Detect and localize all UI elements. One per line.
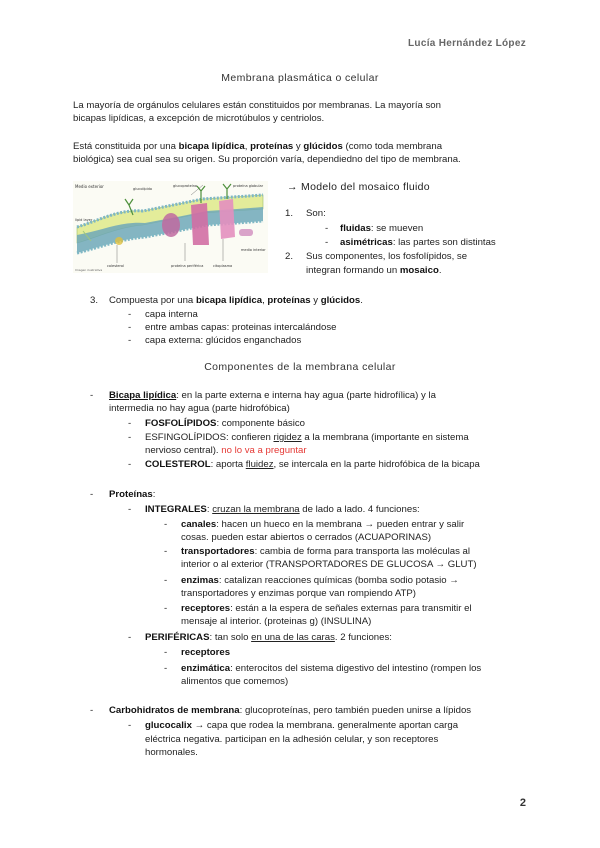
list-item: canales: hacen un hueco en la membrana → pueden entrar y salir <box>181 519 465 530</box>
list-bullet: - <box>128 322 132 333</box>
list-bullet: - <box>128 720 132 731</box>
figure-label: glucolípido <box>133 187 152 191</box>
list-bullet: - <box>128 459 132 470</box>
list-item: INTEGRALES: cruzan la membrana de lado a lado. 4 funciones: <box>145 504 420 515</box>
text-line: transportadores y enzimas porque van rompiendo ATP) <box>181 588 416 599</box>
text-line: interior o al exterior (TRANSPORTADORES DE GLUCOSA → GLUT) <box>181 559 477 570</box>
list-item: Proteínas: <box>109 489 156 500</box>
intro-paragraph-2 <box>73 140 533 166</box>
list-item: integran formando un mosaico. <box>306 265 442 276</box>
author-name: Lucía Hernández López <box>408 38 526 49</box>
figure-label: medio interior <box>241 248 266 252</box>
list-bullet: - <box>128 335 132 346</box>
membrane-illustration <box>73 181 268 273</box>
list-number: 1. <box>285 208 294 219</box>
list-item: entre ambas capas: proteinas intercalándose <box>145 322 337 333</box>
figure-label: citoplasma <box>213 264 233 268</box>
text-line: alimentos que comemos) <box>181 676 289 687</box>
text-line: Está constituida por una bicapa lipídica, proteínas y glúcidos (como toda membrana <box>73 141 443 152</box>
list-item: enzimas: catalizan reacciones químicas (bomba sodio potasio → <box>181 575 459 586</box>
list-item: glucocalix → capa que rodea la membrana. generalmente aportan carga <box>145 720 459 731</box>
text-line: bicapas lipídicas, a excepción de microtúbulos y centriolos. <box>73 113 325 124</box>
list-item: Son: <box>306 208 326 219</box>
list-item: Bicapa lipídica: en la parte externa e interna hay agua (parte hidrofílica) y la <box>109 390 436 401</box>
list-item: capa externa: glúcidos enganchados <box>145 335 302 346</box>
list-item: fluidas: se mueven <box>340 223 424 234</box>
list-item: receptores <box>181 647 231 658</box>
list-number: 3. <box>90 295 99 306</box>
mosaic-model-heading: → Modelo del mosaico fluido <box>287 181 430 193</box>
list-bullet: - <box>164 519 168 530</box>
list-item: PERIFÉRICAS: tan solo en una de las caras. 2 funciones: <box>145 632 392 643</box>
text-line: La mayoría de orgánulos celulares están constituidos por membranas. La mayoría son <box>73 100 441 111</box>
intro-paragraph-1 <box>73 99 533 125</box>
list-item: enzimática: enterocitos del sistema digestivo del intestino (rompen los <box>181 663 482 674</box>
membrane-figure <box>73 181 268 273</box>
figure-caption: Imagen ilustrativa <box>75 268 103 272</box>
text-line: nervioso central). no lo va a preguntar <box>145 445 307 456</box>
page-title: Membrana plasmática o celular <box>221 72 379 84</box>
list-item: Carbohidratos de membrana: glucoproteínas, pero también pueden unirse a lípidos <box>109 705 472 716</box>
list-item: FOSFOLÍPIDOS: componente básico <box>145 418 305 429</box>
list-bullet: - <box>90 705 94 716</box>
list-number: 2. <box>285 251 294 262</box>
list-bullet: - <box>128 418 132 429</box>
list-bullet: - <box>90 489 94 500</box>
section-heading: Componentes de la membrana celular <box>204 361 396 373</box>
list-bullet: - <box>128 504 132 515</box>
text-line: cosas. pueden estar abiertos o cerrados (ACUAPORINAS) <box>181 532 432 543</box>
figure-label: proteína globular <box>233 184 264 188</box>
list-bullet: - <box>128 309 132 320</box>
text-line: intermedia no hay agua (parte hidrofóbica) <box>109 403 290 414</box>
figure-label: lipid layer <box>75 218 93 222</box>
list-item: capa interna <box>145 309 198 320</box>
text-line: biológica) sea cual sea su origen. Su proporción varía, dependiedno del tipo de membrana. <box>73 154 461 165</box>
text-line: mensaje al interior. (proteinas g) (INSULINA) <box>181 616 372 627</box>
list-bullet: - <box>164 575 168 586</box>
list-bullet: - <box>164 546 168 557</box>
list-bullet: - <box>128 432 132 443</box>
list-item: COLESTEROL: aporta fluidez, se intercala en la parte hidrofóbica de la bicapa <box>145 459 480 470</box>
list-item: ESFINGOLÍPIDOS: confieren rigidez a la membrana (importante en sistema <box>145 432 469 443</box>
list-item: receptores: están a la espera de señales externas para transmitir el <box>181 603 472 614</box>
page-number: 2 <box>519 797 526 809</box>
list-bullet: - <box>90 390 94 401</box>
figure-label: colesterol <box>107 264 125 268</box>
list-item: Sus componentes, los fosfolípidos, se <box>306 251 468 262</box>
list-bullet: - <box>325 237 329 248</box>
list-item: asimétricas: las partes son distintas <box>340 237 496 248</box>
figure-label: Medio exterior <box>75 184 104 189</box>
figure-label: proteína periférica <box>171 264 204 268</box>
list-item: transportadores: cambia de forma para transporta las moléculas al <box>181 546 471 557</box>
list-bullet: - <box>164 663 168 674</box>
list-bullet: - <box>164 647 168 658</box>
text-line: hormonales. <box>145 747 198 758</box>
list-item: Compuesta por una bicapa lipídica, proteínas y glúcidos. <box>109 295 363 306</box>
list-bullet: - <box>325 223 329 234</box>
list-bullet: - <box>128 632 132 643</box>
text-line: eléctrica negativa. participan en la adhesión celular, y son receptores <box>145 734 439 745</box>
list-bullet: - <box>164 603 168 614</box>
figure-label: glucoproteína <box>173 184 198 188</box>
